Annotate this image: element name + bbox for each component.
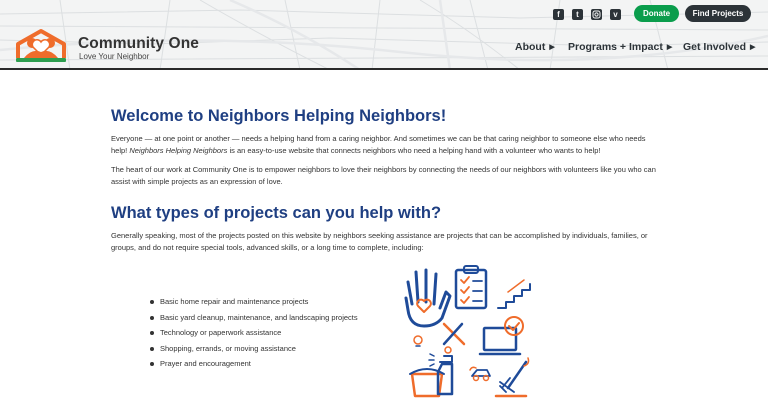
intro-paragraph (111, 133, 657, 157)
intro-text-tail: is an easy-to-use website that connects neighbors who need a helping hand with a volunteer who wants to help! (229, 146, 601, 155)
nav-about[interactable] (515, 41, 555, 53)
volunteer-tasks-illustration (396, 262, 541, 402)
nav-programs-impact[interactable] (568, 41, 672, 53)
project-types-list (148, 294, 358, 372)
caret-right-icon: ▶ (549, 44, 555, 51)
mission-paragraph: The heart of our work at Community One is to empower neighbors to love their neighbors by connecting the needs of our neighbors with volunteers like you who can assist with simple projects as an expression of love. (111, 165, 656, 186)
list-item: Technology or paperwork assistance (148, 325, 358, 341)
community-one-logo[interactable] (12, 28, 70, 64)
section-title: What types of projects can you help with? (111, 204, 442, 222)
caret-right-icon: ▶ (666, 44, 673, 51)
intro-text: Everyone — at one point or another — needs a helping hand from a caring neighbor. And sometimes we can be that caring neighbor to someone else who needs help! (111, 134, 646, 155)
brand-tagline: Love Your Neighbor (79, 52, 150, 61)
intro-site-name: Neighbors Helping Neighbors (129, 146, 228, 155)
page-title: Welcome to Neighbors Helping Neighbors! (111, 107, 447, 125)
nav-programs-label: Programs + Impact (568, 41, 663, 53)
projects-paragraph: Generally speaking, most of the projects posted on this website by neighbors seeking assistance are projects that can be accomplished by individuals, families, or groups, and do not require special tools, advanced skills, or a long time to complete, including: (111, 231, 648, 252)
vimeo-icon[interactable]: v (610, 9, 621, 20)
nav-get-involved[interactable] (683, 41, 755, 53)
nav-get-involved-label: Get Involved (683, 41, 747, 53)
twitter-icon[interactable]: t (572, 9, 583, 20)
list-item: Basic yard cleanup, maintenance, and landscaping projects (148, 310, 358, 326)
find-projects-button[interactable]: Find Projects (685, 5, 751, 22)
brand-name[interactable]: Community One (78, 35, 200, 52)
nav-about-label: About (515, 41, 546, 53)
list-item: Prayer and encouragement (148, 356, 358, 372)
instagram-icon[interactable] (591, 9, 602, 20)
facebook-icon[interactable]: f (553, 9, 564, 20)
site-header (0, 0, 768, 70)
donate-button[interactable]: Donate (634, 5, 679, 22)
list-item: Basic home repair and maintenance projects (148, 294, 358, 310)
list-item: Shopping, errands, or moving assistance (148, 341, 358, 357)
caret-right-icon: ▶ (750, 44, 756, 51)
